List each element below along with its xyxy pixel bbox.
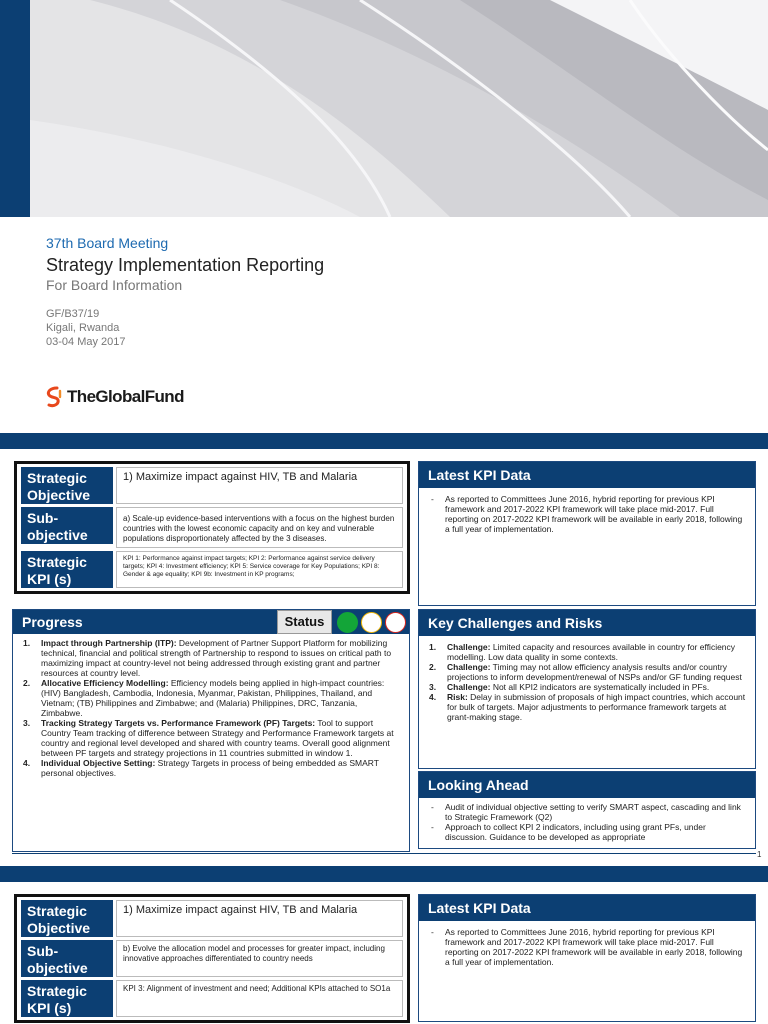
subobjective-row — [21, 940, 403, 977]
objective-value: 1) Maximize impact against HIV, TB and Malaria — [116, 467, 403, 504]
list-item: - Approach to collect KPI 2 indicators, including using grant PFs, under discussion. Guidance to be developed as appropriate — [431, 822, 747, 842]
challenges-title: Key Challenges and Risks — [419, 610, 755, 636]
report-slide-1 — [0, 449, 768, 859]
list-item: 3. Tracking Strategy Targets vs. Performance Framework (PF) Targets: Tool to support Country Team tracking of difference between Strategy and Performance Framework targets at country and regional level developed and shared with country teams. Overall good alignment between PF targets and strategy projections in 11 countries submitted in window 1. — [23, 718, 394, 758]
subobjective-label: Sub-objective — [21, 940, 113, 977]
list-item: 1. Challenge: Limited capacity and resources available in country for efficiency modelling. Low data quality in some contexts. — [429, 642, 736, 662]
document-meta — [46, 307, 126, 349]
document-reference: GF/B37/19 — [46, 308, 100, 320]
challenges-list — [419, 636, 755, 726]
cover-background-art — [30, 0, 768, 217]
kpi-value: KPI 3: Alignment of investment and need; Additional KPIs attached to SO1a — [116, 980, 403, 1017]
list-item: - As reported to Committees June 2016, hybrid reporting for previous KPI framework and 2017-2022 KPI framework will take place mid-2017. Full reporting on 2017-2022 KPI framework will be available in early 2018, following a full year of implementation. — [431, 927, 747, 967]
global-fund-logo-icon — [44, 386, 64, 408]
page-number: 1 — [757, 850, 762, 859]
cover-slide — [0, 0, 768, 433]
latest-kpi-panel — [418, 461, 756, 606]
document-subtitle: For Board Information — [46, 277, 183, 293]
progress-title: Progress — [13, 610, 409, 634]
document-title: Strategy Implementation Reporting — [46, 255, 325, 275]
list-item: 2. Allocative Efficiency Modelling: Efficiency models being applied in high-impact countries: (HIV) Bangladesh, Cambodia, Indonesia, Myanmar, Pakistan, Philippines, Thailand, and Vietnam; (TB) Philippines and Zimbabwe; and (Malaria) Philippines, DRC, Tanzania, Zimbabwe. — [23, 678, 385, 718]
meeting-name: 37th Board Meeting — [46, 235, 169, 251]
cover-accent-bar — [0, 0, 30, 217]
subobjective-value: a) Scale-up evidence-based interventions with a focus on the highest burden countries with the lowest economic capacity and on key and vulnerable populations disproportionately affected by the 3 diseases. — [116, 507, 403, 548]
list-item: 1. Impact through Partnership (ITP): Development of Partner Support Platform for mobilizing technical, financial and political strength of Partnership to respond to issues on critical path to maximizing impact at country-level not being addressed through existing grant and partner resources at country level. — [23, 638, 392, 678]
subobjective-row — [21, 507, 403, 548]
slide-divider-band — [0, 866, 768, 882]
subobjective-label: Sub-objective — [21, 507, 113, 544]
subobjective-value: b) Evolve the allocation model and processes for greater impact, including innovative approaches differentiated to country needs — [116, 940, 403, 977]
objective-table — [14, 894, 410, 1023]
list-item: 4. Individual Objective Setting: Strategy Targets in process of being embedded as SMART personal objectives. — [23, 758, 379, 778]
meeting-date: 03-04 May 2017 — [46, 336, 126, 348]
logo-wordmark: TheGlobalFund — [67, 387, 184, 406]
list-item: 4. Risk: Delay in submission of proposals of high impact countries, which account for bulk of targets. Major adjustments to performance framework targets at grant-making stage. — [429, 692, 746, 722]
status-light-green — [337, 612, 358, 633]
list-item: - Audit of individual objective setting to verify SMART aspect, cascading and link to Strategic Framework (Q2) — [431, 802, 747, 822]
objective-table — [14, 461, 410, 594]
latest-kpi-list — [419, 488, 755, 538]
latest-kpi-title: Latest KPI Data — [419, 462, 755, 488]
progress-panel — [12, 609, 410, 852]
list-item: 2. Challenge: Timing may not allow efficiency analysis results and/or country projections to inform development/renewal of NSPs and/or GF funding request — [429, 662, 742, 682]
looking-ahead-list — [419, 798, 755, 846]
latest-kpi-title: Latest KPI Data — [419, 895, 755, 921]
kpi-row — [21, 551, 403, 588]
latest-kpi-list — [419, 921, 755, 971]
objective-value: 1) Maximize impact against HIV, TB and Malaria — [116, 900, 403, 937]
page-footer-rule — [12, 853, 756, 854]
status-indicator — [337, 610, 409, 634]
slide-divider-band — [0, 433, 768, 449]
objective-label: Strategic Objective — [21, 900, 113, 937]
status-label: Status — [277, 610, 332, 634]
looking-ahead-title: Looking Ahead — [419, 772, 755, 798]
report-slide-2 — [0, 882, 768, 1024]
looking-ahead-panel — [418, 771, 756, 849]
latest-kpi-panel — [418, 894, 756, 1022]
list-item: - As reported to Committees June 2016, hybrid reporting for previous KPI framework and 2017-2022 KPI framework will take place mid-2017. Full reporting on 2017-2022 KPI framework will be available in early 2018, following a full year of implementation. — [431, 494, 747, 534]
progress-list — [13, 634, 409, 782]
kpi-label: Strategic KPI (s) — [21, 551, 113, 588]
objective-label: Strategic Objective — [21, 467, 113, 504]
objective-row — [21, 467, 403, 504]
kpi-label: Strategic KPI (s) — [21, 980, 113, 1017]
list-item: 3. Challenge: Not all KPI2 indicators are systematically included in PFs. — [429, 682, 710, 692]
status-light-red — [385, 612, 406, 633]
global-fund-logo — [44, 386, 184, 408]
challenges-panel — [418, 609, 756, 769]
meeting-location: Kigali, Rwanda — [46, 322, 120, 334]
status-light-amber — [361, 612, 382, 633]
kpi-row — [21, 980, 403, 1017]
kpi-value: KPI 1: Performance against impact targets; KPI 2: Performance against service delivery targets; KPI 4: Investment efficiency; KPI 5: Service coverage for Key Populations; KPI 8: Gender & age equality; KPI 9b: Investment in KP programs; — [116, 551, 403, 588]
objective-row — [21, 900, 403, 937]
